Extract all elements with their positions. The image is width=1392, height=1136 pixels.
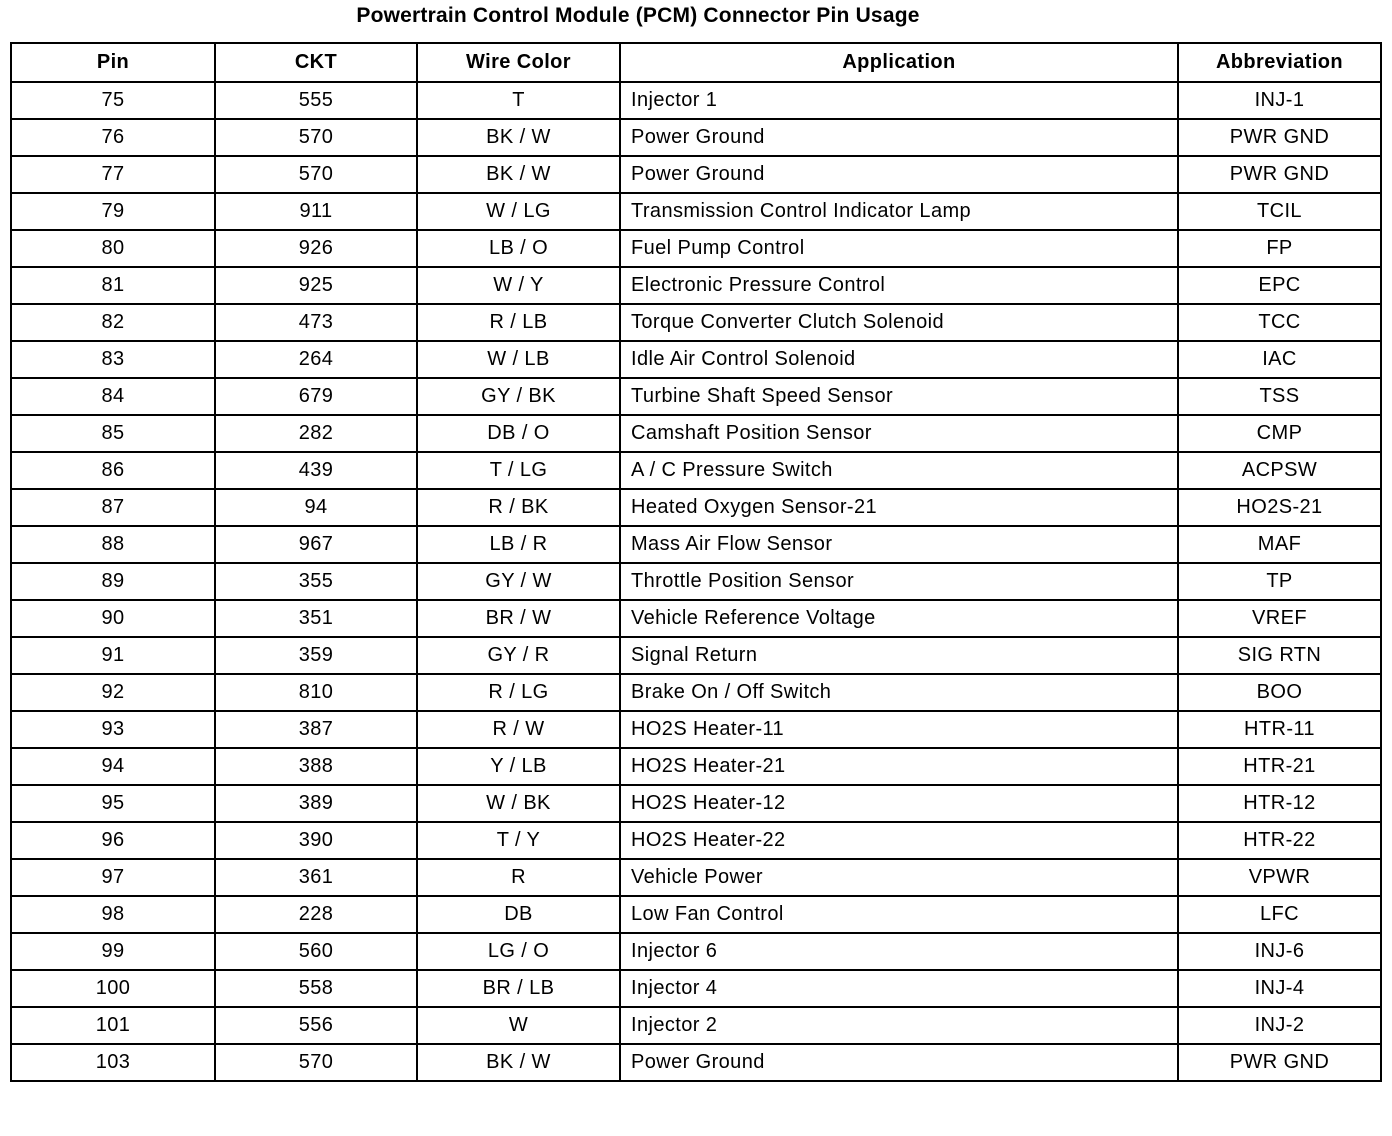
cell-pin: 95 xyxy=(11,785,215,822)
cell-application: HO2S Heater-21 xyxy=(620,748,1178,785)
cell-pin: 82 xyxy=(11,304,215,341)
cell-abbreviation: HTR-11 xyxy=(1178,711,1381,748)
table-row xyxy=(11,341,1381,378)
cell-ckt: 355 xyxy=(215,563,417,600)
table-row xyxy=(11,82,1381,119)
cell-ckt: 967 xyxy=(215,526,417,563)
table-row xyxy=(11,600,1381,637)
cell-abbreviation: INJ-4 xyxy=(1178,970,1381,1007)
cell-wire-color: GY / R xyxy=(417,637,620,674)
cell-pin: 75 xyxy=(11,82,215,119)
cell-wire-color: W / Y xyxy=(417,267,620,304)
cell-wire-color: BR / LB xyxy=(417,970,620,1007)
cell-pin: 88 xyxy=(11,526,215,563)
table-row xyxy=(11,230,1381,267)
table-row xyxy=(11,304,1381,341)
pin-usage-table xyxy=(10,42,1382,1082)
cell-abbreviation: FP xyxy=(1178,230,1381,267)
cell-wire-color: DB / O xyxy=(417,415,620,452)
cell-ckt: 556 xyxy=(215,1007,417,1044)
cell-wire-color: DB xyxy=(417,896,620,933)
cell-pin: 86 xyxy=(11,452,215,489)
table-row xyxy=(11,156,1381,193)
cell-application: Fuel Pump Control xyxy=(620,230,1178,267)
cell-pin: 80 xyxy=(11,230,215,267)
cell-abbreviation: PWR GND xyxy=(1178,1044,1381,1081)
cell-ckt: 361 xyxy=(215,859,417,896)
cell-abbreviation: CMP xyxy=(1178,415,1381,452)
cell-wire-color: T xyxy=(417,82,620,119)
table-row xyxy=(11,378,1381,415)
page-title: Powertrain Control Module (PCM) Connector Pin Usage xyxy=(356,4,920,27)
column-header-wire-color: Wire Color xyxy=(417,43,620,82)
cell-pin: 85 xyxy=(11,415,215,452)
cell-ckt: 351 xyxy=(215,600,417,637)
cell-ckt: 570 xyxy=(215,1044,417,1081)
table-header xyxy=(11,43,1381,82)
cell-pin: 84 xyxy=(11,378,215,415)
cell-application: Low Fan Control xyxy=(620,896,1178,933)
cell-ckt: 560 xyxy=(215,933,417,970)
cell-abbreviation: LFC xyxy=(1178,896,1381,933)
cell-wire-color: W / LG xyxy=(417,193,620,230)
cell-wire-color: GY / W xyxy=(417,563,620,600)
cell-application: Injector 6 xyxy=(620,933,1178,970)
cell-wire-color: GY / BK xyxy=(417,378,620,415)
cell-application: HO2S Heater-12 xyxy=(620,785,1178,822)
cell-abbreviation: HO2S-21 xyxy=(1178,489,1381,526)
cell-abbreviation: ACPSW xyxy=(1178,452,1381,489)
cell-wire-color: BK / W xyxy=(417,1044,620,1081)
table-row xyxy=(11,748,1381,785)
cell-ckt: 679 xyxy=(215,378,417,415)
column-header-application: Application xyxy=(620,43,1178,82)
cell-application: Injector 2 xyxy=(620,1007,1178,1044)
cell-application: Idle Air Control Solenoid xyxy=(620,341,1178,378)
cell-abbreviation: INJ-1 xyxy=(1178,82,1381,119)
cell-pin: 91 xyxy=(11,637,215,674)
cell-pin: 96 xyxy=(11,822,215,859)
column-header-ckt: CKT xyxy=(215,43,417,82)
column-header-pin: Pin xyxy=(11,43,215,82)
cell-application: Injector 4 xyxy=(620,970,1178,1007)
cell-application: Injector 1 xyxy=(620,82,1178,119)
cell-wire-color: R / LG xyxy=(417,674,620,711)
cell-application: Power Ground xyxy=(620,156,1178,193)
cell-wire-color: BR / W xyxy=(417,600,620,637)
cell-abbreviation: EPC xyxy=(1178,267,1381,304)
cell-ckt: 389 xyxy=(215,785,417,822)
cell-application: A / C Pressure Switch xyxy=(620,452,1178,489)
cell-wire-color: T / LG xyxy=(417,452,620,489)
cell-pin: 99 xyxy=(11,933,215,970)
table-row xyxy=(11,822,1381,859)
cell-pin: 87 xyxy=(11,489,215,526)
table-row xyxy=(11,267,1381,304)
cell-wire-color: LB / O xyxy=(417,230,620,267)
cell-application: HO2S Heater-11 xyxy=(620,711,1178,748)
cell-ckt: 264 xyxy=(215,341,417,378)
cell-pin: 103 xyxy=(11,1044,215,1081)
cell-application: Brake On / Off Switch xyxy=(620,674,1178,711)
cell-wire-color: T / Y xyxy=(417,822,620,859)
cell-ckt: 282 xyxy=(215,415,417,452)
cell-wire-color: Y / LB xyxy=(417,748,620,785)
cell-abbreviation: TP xyxy=(1178,563,1381,600)
cell-abbreviation: VPWR xyxy=(1178,859,1381,896)
table-row xyxy=(11,563,1381,600)
cell-ckt: 388 xyxy=(215,748,417,785)
cell-pin: 94 xyxy=(11,748,215,785)
table-row xyxy=(11,1044,1381,1081)
cell-abbreviation: INJ-2 xyxy=(1178,1007,1381,1044)
cell-wire-color: BK / W xyxy=(417,119,620,156)
cell-pin: 93 xyxy=(11,711,215,748)
cell-pin: 98 xyxy=(11,896,215,933)
cell-ckt: 911 xyxy=(215,193,417,230)
table-row xyxy=(11,933,1381,970)
cell-application: Power Ground xyxy=(620,1044,1178,1081)
table-row xyxy=(11,674,1381,711)
cell-abbreviation: HTR-12 xyxy=(1178,785,1381,822)
table-row xyxy=(11,526,1381,563)
cell-abbreviation: SIG RTN xyxy=(1178,637,1381,674)
cell-ckt: 810 xyxy=(215,674,417,711)
table-row xyxy=(11,637,1381,674)
cell-abbreviation: PWR GND xyxy=(1178,156,1381,193)
header-row xyxy=(11,43,1381,82)
cell-wire-color: R xyxy=(417,859,620,896)
cell-pin: 92 xyxy=(11,674,215,711)
cell-ckt: 925 xyxy=(215,267,417,304)
cell-application: Mass Air Flow Sensor xyxy=(620,526,1178,563)
cell-application: HO2S Heater-22 xyxy=(620,822,1178,859)
cell-application: Throttle Position Sensor xyxy=(620,563,1178,600)
table-row xyxy=(11,119,1381,156)
cell-application: Electronic Pressure Control xyxy=(620,267,1178,304)
table-row xyxy=(11,452,1381,489)
cell-pin: 83 xyxy=(11,341,215,378)
cell-wire-color: W / BK xyxy=(417,785,620,822)
cell-ckt: 390 xyxy=(215,822,417,859)
cell-application: Signal Return xyxy=(620,637,1178,674)
cell-wire-color: R / W xyxy=(417,711,620,748)
cell-ckt: 555 xyxy=(215,82,417,119)
cell-ckt: 558 xyxy=(215,970,417,1007)
cell-abbreviation: HTR-22 xyxy=(1178,822,1381,859)
cell-abbreviation: MAF xyxy=(1178,526,1381,563)
column-header-abbreviation: Abbreviation xyxy=(1178,43,1381,82)
cell-abbreviation: TCC xyxy=(1178,304,1381,341)
table-row xyxy=(11,1007,1381,1044)
cell-ckt: 359 xyxy=(215,637,417,674)
cell-wire-color: LG / O xyxy=(417,933,620,970)
cell-pin: 90 xyxy=(11,600,215,637)
cell-ckt: 473 xyxy=(215,304,417,341)
table-row xyxy=(11,785,1381,822)
cell-wire-color: W / LB xyxy=(417,341,620,378)
table-body xyxy=(11,82,1381,1081)
cell-abbreviation: INJ-6 xyxy=(1178,933,1381,970)
table-row xyxy=(11,896,1381,933)
cell-wire-color: R / LB xyxy=(417,304,620,341)
cell-wire-color: R / BK xyxy=(417,489,620,526)
table-row xyxy=(11,489,1381,526)
cell-application: Camshaft Position Sensor xyxy=(620,415,1178,452)
cell-wire-color: LB / R xyxy=(417,526,620,563)
cell-wire-color: BK / W xyxy=(417,156,620,193)
cell-abbreviation: HTR-21 xyxy=(1178,748,1381,785)
cell-ckt: 228 xyxy=(215,896,417,933)
table-row xyxy=(11,970,1381,1007)
cell-application: Torque Converter Clutch Solenoid xyxy=(620,304,1178,341)
cell-pin: 76 xyxy=(11,119,215,156)
cell-ckt: 94 xyxy=(215,489,417,526)
cell-ckt: 439 xyxy=(215,452,417,489)
table-row xyxy=(11,193,1381,230)
cell-application: Vehicle Power xyxy=(620,859,1178,896)
cell-pin: 89 xyxy=(11,563,215,600)
table-row xyxy=(11,711,1381,748)
cell-abbreviation: VREF xyxy=(1178,600,1381,637)
cell-ckt: 387 xyxy=(215,711,417,748)
cell-abbreviation: TSS xyxy=(1178,378,1381,415)
cell-ckt: 926 xyxy=(215,230,417,267)
cell-application: Power Ground xyxy=(620,119,1178,156)
cell-abbreviation: BOO xyxy=(1178,674,1381,711)
table-row xyxy=(11,859,1381,896)
cell-abbreviation: IAC xyxy=(1178,341,1381,378)
cell-application: Transmission Control Indicator Lamp xyxy=(620,193,1178,230)
cell-pin: 81 xyxy=(11,267,215,304)
cell-ckt: 570 xyxy=(215,119,417,156)
cell-application: Turbine Shaft Speed Sensor xyxy=(620,378,1178,415)
cell-abbreviation: PWR GND xyxy=(1178,119,1381,156)
cell-pin: 79 xyxy=(11,193,215,230)
cell-application: Vehicle Reference Voltage xyxy=(620,600,1178,637)
cell-ckt: 570 xyxy=(215,156,417,193)
cell-pin: 100 xyxy=(11,970,215,1007)
cell-wire-color: W xyxy=(417,1007,620,1044)
cell-pin: 97 xyxy=(11,859,215,896)
cell-pin: 101 xyxy=(11,1007,215,1044)
cell-application: Heated Oxygen Sensor-21 xyxy=(620,489,1178,526)
cell-abbreviation: TCIL xyxy=(1178,193,1381,230)
table-row xyxy=(11,415,1381,452)
cell-pin: 77 xyxy=(11,156,215,193)
